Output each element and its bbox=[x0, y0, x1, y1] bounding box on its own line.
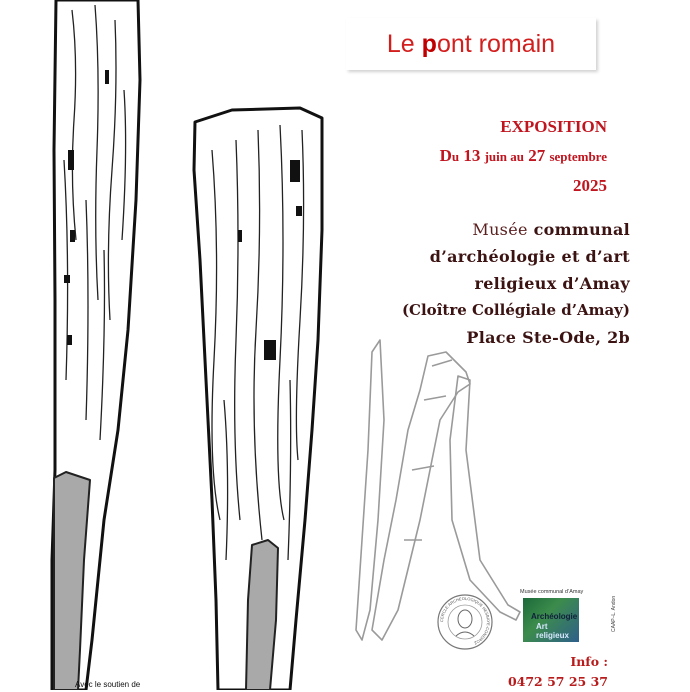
right-pile-drawing bbox=[194, 108, 322, 690]
info-label: Info : bbox=[570, 654, 608, 669]
exhibition-title bbox=[387, 30, 555, 59]
title-box bbox=[346, 18, 596, 70]
museum-address-block bbox=[345, 216, 630, 351]
support-text: Avec le soutien de bbox=[75, 680, 141, 689]
date-part: u bbox=[451, 149, 460, 164]
museum-line1-rest: communal bbox=[527, 220, 630, 239]
left-pile-drawing bbox=[52, 0, 140, 690]
museum-first-word: Musée bbox=[472, 220, 528, 239]
title-part-after: ont romain bbox=[436, 29, 556, 58]
title-accent-letter: p bbox=[421, 29, 437, 58]
info-block bbox=[480, 652, 608, 692]
date-part: D bbox=[439, 146, 452, 165]
museum-name-line1 bbox=[345, 216, 630, 243]
image-credit: CAAP–L. Andon bbox=[611, 595, 617, 632]
logo-line2: Art religieux bbox=[536, 622, 569, 640]
logo-line1: Archéologie bbox=[531, 612, 578, 621]
seal-emblem bbox=[438, 595, 492, 649]
date-part: juin au bbox=[484, 149, 524, 164]
exhibition-label: EXPOSITION bbox=[500, 117, 607, 136]
museum-location: (Cloître Collégiale d’Amay) bbox=[401, 301, 630, 319]
info-phone: 0472 57 25 37 bbox=[507, 674, 608, 689]
logo-caption: Musée communal d’Amay bbox=[520, 589, 584, 595]
date-part: septembre bbox=[549, 149, 607, 164]
date-part: 13 bbox=[459, 146, 485, 165]
exhibition-year: 2025 bbox=[573, 176, 607, 195]
exhibition-dates bbox=[345, 141, 607, 171]
date-part: 27 bbox=[523, 146, 550, 165]
pile-shoe-drawing bbox=[356, 340, 520, 640]
museum-street-address: Place Ste-Ode, 2b bbox=[466, 328, 630, 347]
museum-name-line2: d’archéologie et d’art bbox=[429, 247, 630, 266]
seal-ring-text: CERCLE ARCHÉOLOGIQUE HESBAYE-CONDROZ bbox=[438, 595, 492, 646]
museum-name-line3: religieux d’Amay bbox=[474, 274, 630, 293]
museum-logo bbox=[523, 598, 579, 642]
title-part-before: Le bbox=[386, 29, 422, 58]
exhibition-dates-block bbox=[345, 112, 607, 200]
